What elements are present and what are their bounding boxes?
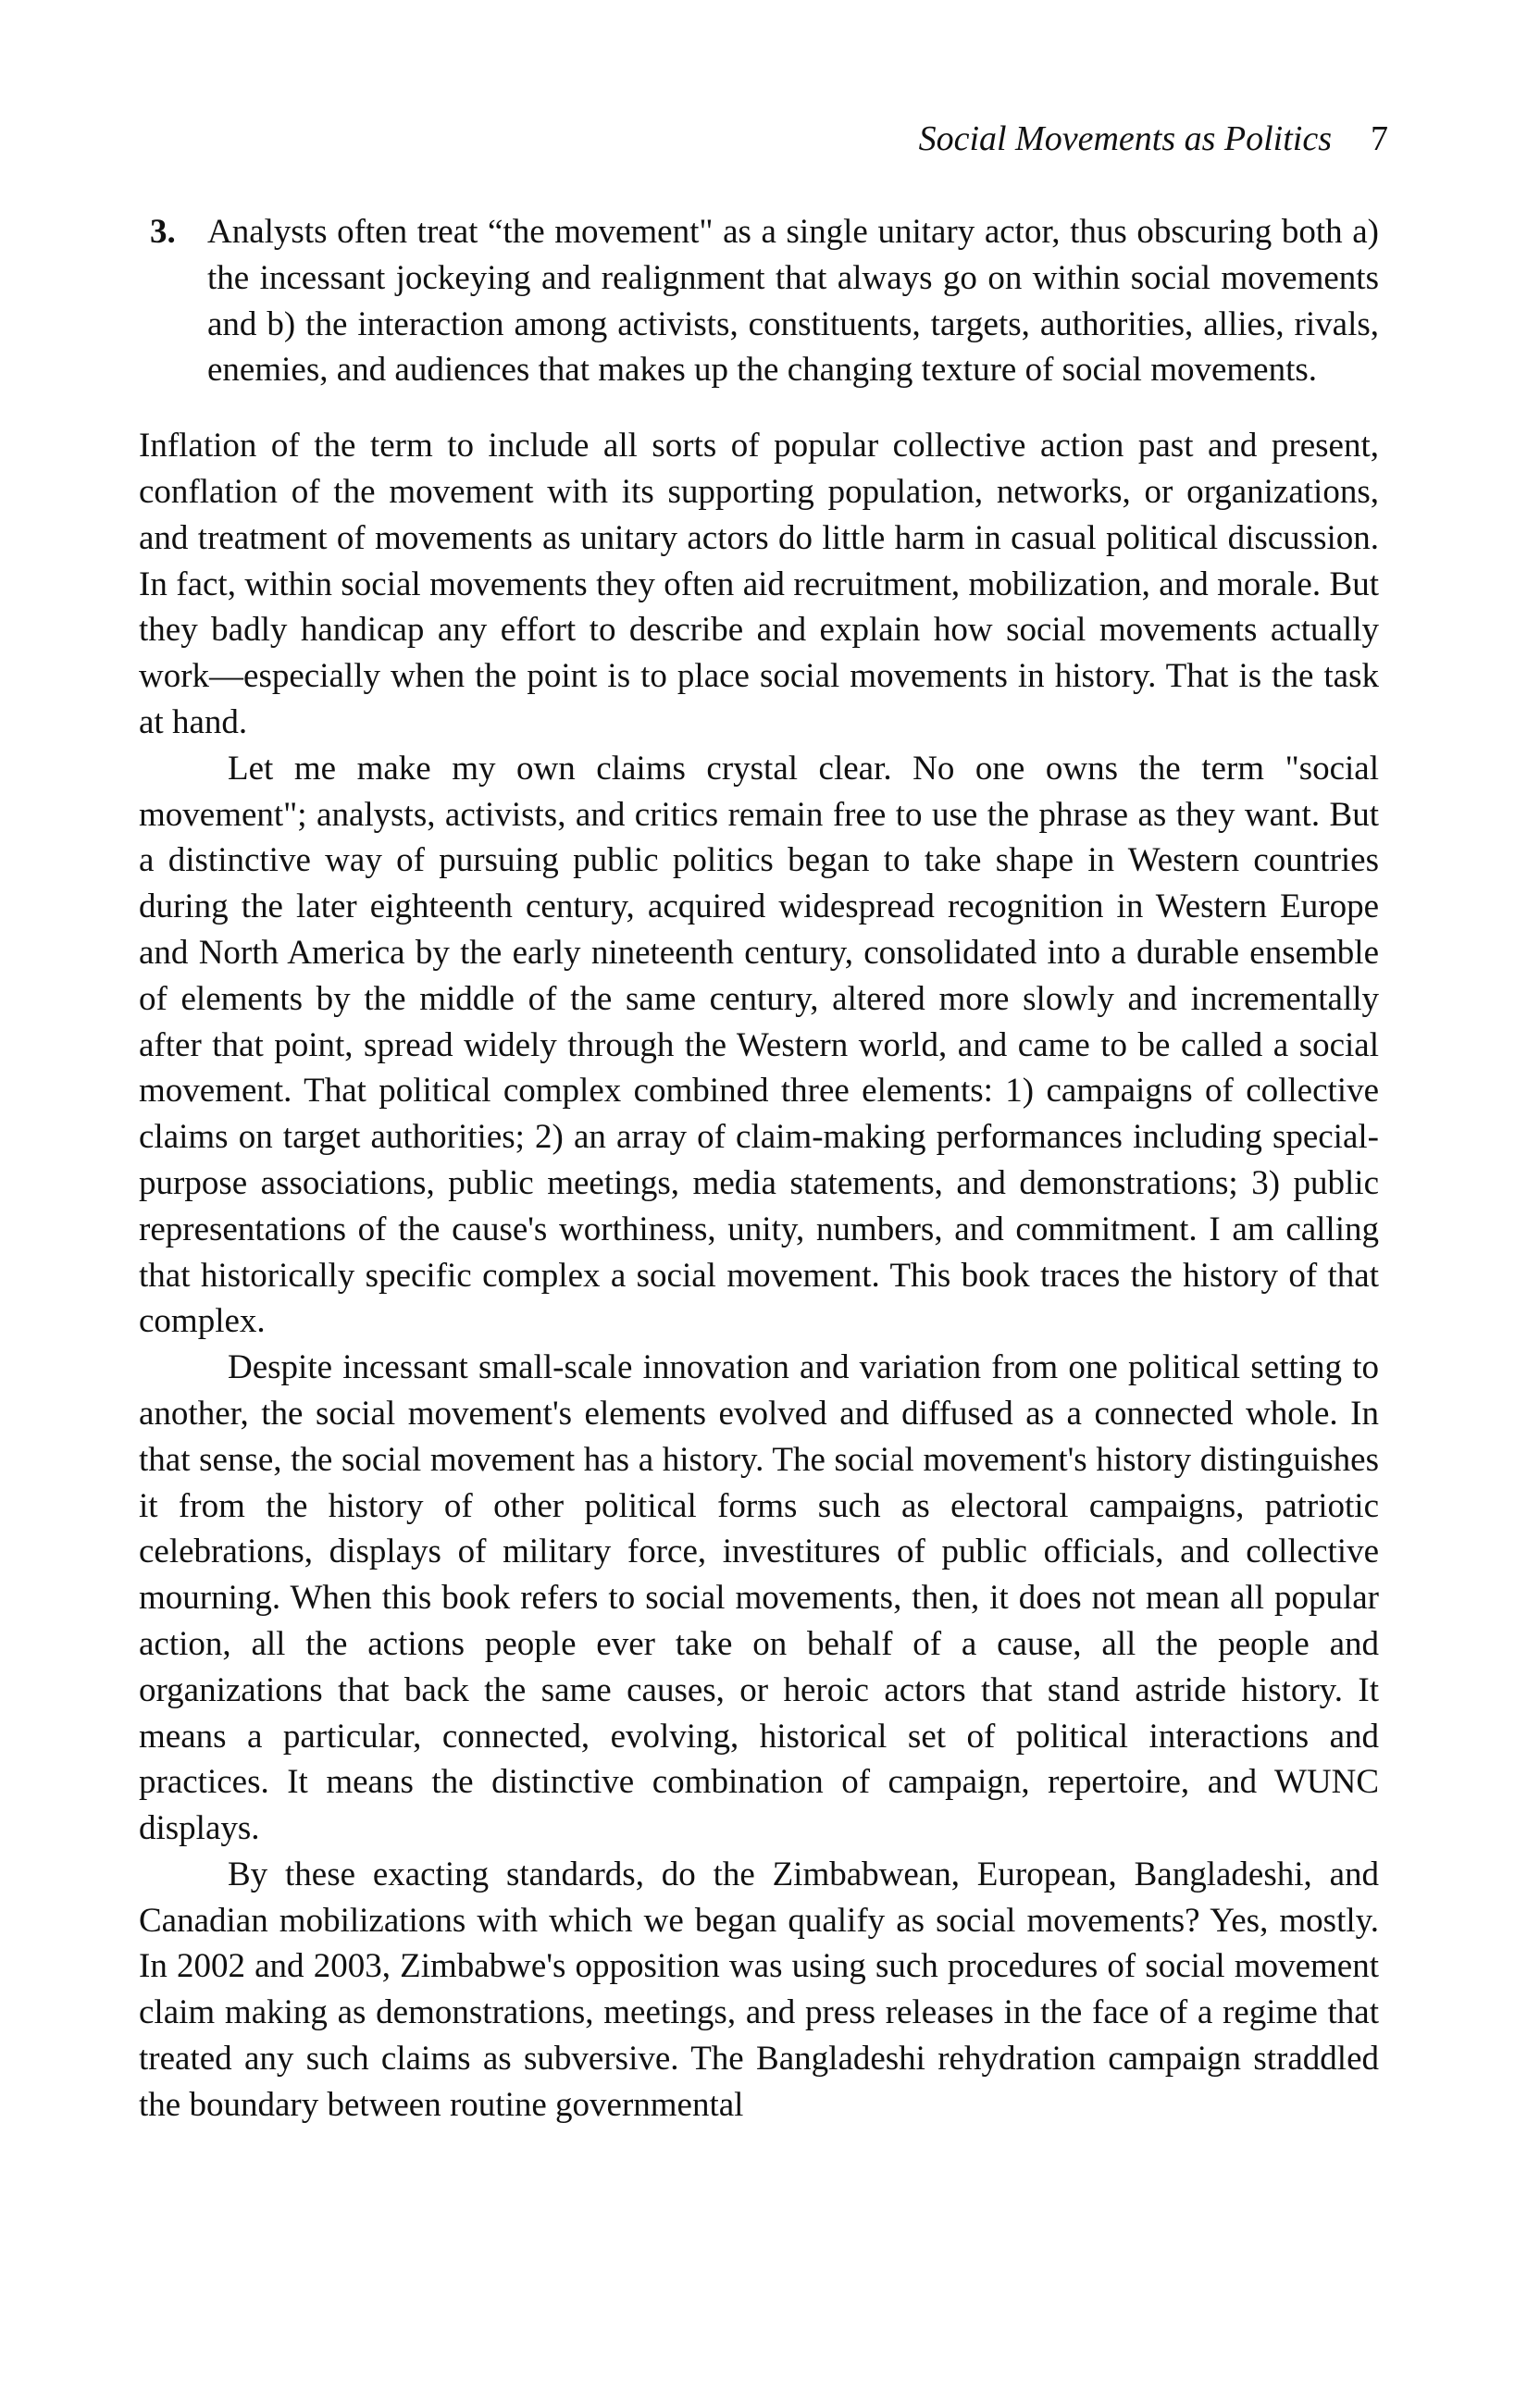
list-item-3	[139, 209, 1379, 393]
paragraph-4: By these exacting standards, do the Zimbabwean, European, Bangladeshi, and Canadian mobilizations with which we began qualify as social movements? Yes, mostly. In 2002 and 2003, Zimbabwe's opposition was using such procedures of social movement claim making as demonstrations, meetings, and press releases in the face of a regime that treated any such claims as subversive. The Bangladeshi rehydration campaign straddled the boundary between routine governmental	[139, 1855, 1379, 2124]
running-header	[139, 118, 1388, 161]
list-item-number: 3.	[150, 213, 176, 251]
page-body	[139, 209, 1379, 2129]
paragraph-1: Inflation of the term to include all sorts of popular collective action past and present, conflation of the movement with its supporting population, networks, or organizations, and treatment of movements as unitary actors do little harm in casual political discussion. In fact, within social movements they often aid recruitment, mobilization, and morale. But they badly handicap any effort to describe and explain how social movements actually work—especially when the point is to place social movements in history. That is the task at hand.	[139, 427, 1379, 741]
paragraph-2: Let me make my own claims crystal clear. No one owns the term "social movement"; analysts, activists, and critics remain free to use the phrase as they want. But a distinctive way of pursuing public politics began to take shape in Western countries during the later eighteenth century, acquired widespread recognition in Western Europe and North America by the early nineteenth century, consolidated into a durable ensemble of elements by the middle of the same century, altered more slowly and incrementally after that point, spread widely through the Western world, and came to be called a social movement. That political complex combined three elements: 1) campaigns of collective claims on target authorities; 2) an array of claim-making performances including special-purpose associations, public meetings, media statements, and demonstrations; 3) public representations of the cause's worthiness, unity, numbers, and commitment. I am calling that historically specific complex a social movement. This book traces the history of that complex.	[139, 749, 1379, 1341]
paragraph-3: Despite incessant small-scale innovation and variation from one political setting to another, the social movement's elements evolved and diffused as a connected whole. In that sense, the social movement has a history. The social movement's history distinguishes it from the history of other political forms such as electoral campaigns, patriotic celebrations, displays of military force, investitures of public officials, and collective mourning. When this book refers to social movements, then, it does not mean all popular action, all the actions people ever take on behalf of a cause, all the people and organizations that back the same causes, or heroic actors that stand astride history. It means a particular, connected, evolving, historical set of political interactions and practices. It means the distinctive combination of campaign, repertoire, and WUNC displays.	[139, 1348, 1379, 1848]
list-item-text: Analysts often treat “the movement" as a single unitary actor, thus obscuring both a) the incessant jockeying and realignment that always go on within social movements and b) the interaction among activists, constituents, targets, authorities, allies, rivals, enemies, and audiences that makes up the changing texture of social movements.	[207, 213, 1379, 390]
page-number: 7	[1371, 119, 1388, 158]
running-title: Social Movements as Politics	[918, 119, 1332, 158]
